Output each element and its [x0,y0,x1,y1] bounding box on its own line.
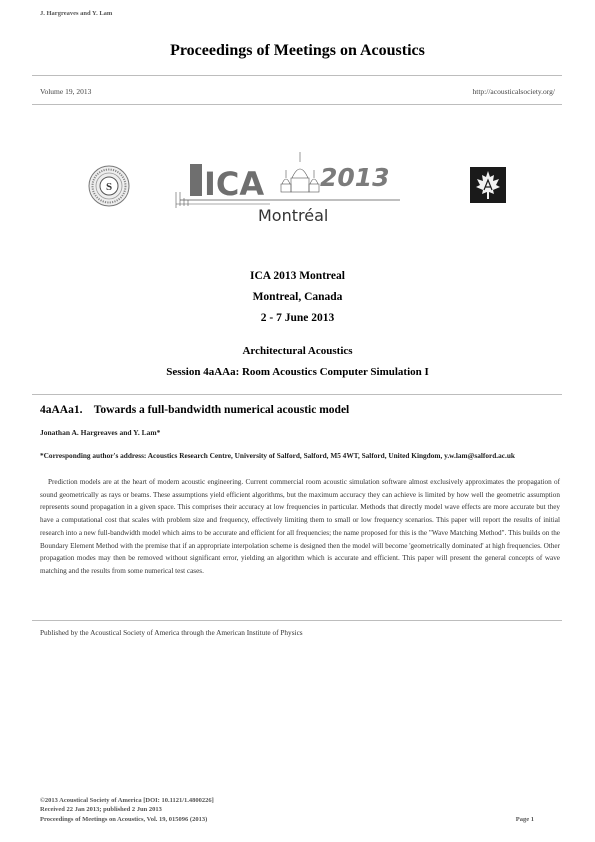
ica-2013-montreal-logo [170,148,410,228]
conference-dates: 2 - 7 June 2013 [260,312,335,324]
page-number: Page 1 [515,816,534,823]
received-line: Received 22 Jan 2013; published 2 Jun 2013 [40,806,162,813]
citation-line: Proceedings of Meetings on Acoustics, Vol. 19, 015096 (2013) [40,816,208,823]
header-rule-top [32,75,562,76]
abstract: Prediction models are at the heart of modern acoustic engineering. Current commercial room acoustic simulation software almost exclusively approximates the propagation of sound geometrically as rays or beams. These assumptions yield efficient algorithms, but the maximum accuracy they can achieve is limited by how well the geometric assumption represents sound propagation in a given space. This comprises their accuracy at low frequencies in particular. Methods that directly model wave effects are more accurate but they have a computational cost that scales with problem size and frequency, effectively limiting them to small or low frequency scenarios. This paper will report the results of initial research into a new full-bandwidth model which aims to be accurate and efficient for all frequencies; the name proposed for this is the "Wave Matching Method". This builds on the Boundary Element Method with the premise that if an appropriate interpolation scheme is designed then the model will become 'geometrically dominated' at high frequencies. Other propagation modes may then be removed without significant error, yielding an algorithm which is accurate and efficient. This paper will present the general concepts of wave matching and the results from some numerical test cases. [40,478,560,575]
society-url[interactable]: http://acousticalsociety.org/ [472,87,555,96]
title-rule [32,394,562,395]
author-list: Jonathan A. Hargreaves and Y. Lam* [40,428,161,437]
logo-year: 2013 [320,163,390,192]
running-head: J. Hargreaves and Y. Lam [40,10,113,17]
journal-title: Proceedings of Meetings on Acoustics [170,42,425,59]
paper-title: 4aAAa1. Towards a full-bandwidth numerical acoustic model [40,404,350,416]
logo-city: Montréal [258,206,329,225]
abstract-rule [32,620,562,621]
logo-ica-text: ICA [204,165,265,203]
publisher-note: Published by the Acoustical Society of America through the American Institute of Physics [40,628,303,637]
copyright-line: ©2013 Acoustical Society of America [DOI: 10.1121/1.4800226] [40,797,214,804]
corresponding-address: *Corresponding author's address: Acoustics Research Centre, University of Salford, Salford, M5 4WT, Salford, United Kingdom, y.w.lam@salford.ac.uk [40,451,515,460]
header-rule-bottom [32,104,562,105]
conference-name: ICA 2013 Montreal [250,270,345,282]
seal-letter: S [105,181,113,193]
session-area: Architectural Acoustics [242,345,353,357]
acoustical-society-seal-icon [88,165,130,207]
conference-location: Montreal, Canada [252,291,343,303]
volume-label: Volume 19, 2013 [40,87,92,96]
canadian-acoustical-association-seal-icon [469,166,507,204]
session-title: Session 4aAAa: Room Acoustics Computer Simulation I [166,366,429,378]
